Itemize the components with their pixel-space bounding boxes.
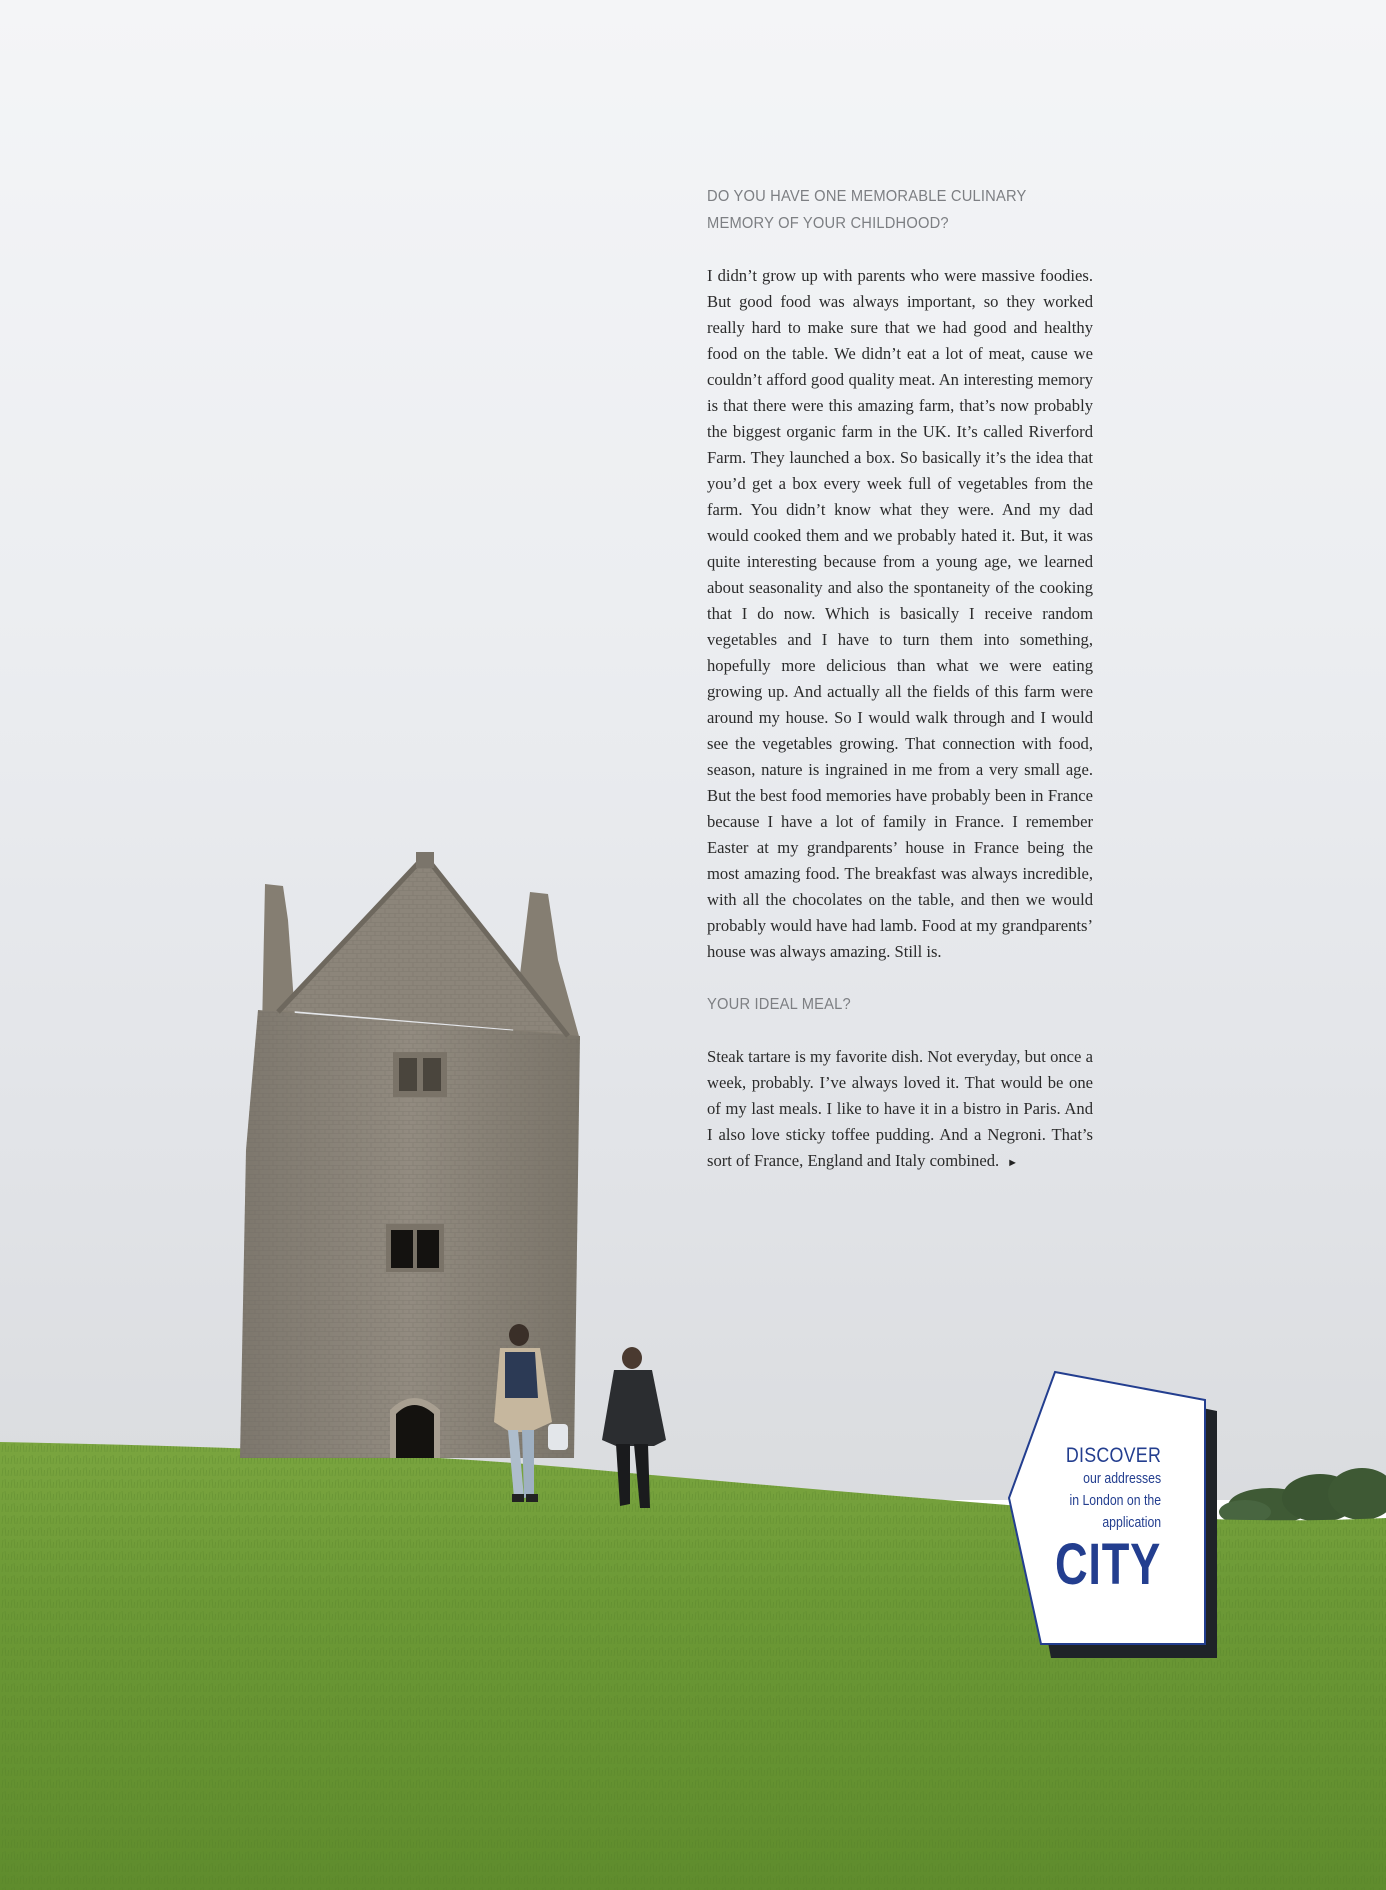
promo-line-application: application xyxy=(1102,1514,1161,1531)
question-ideal-meal: YOUR IDEAL MEAL? xyxy=(707,996,851,1013)
promo-line-london: in London on the xyxy=(1069,1492,1161,1509)
answer-ideal-meal xyxy=(707,1044,1093,1176)
interview-article xyxy=(707,183,1093,1176)
answer-ideal-meal-text: Steak tartare is my favorite dish. Not everyday, but once a week, probably. I’ve always loved it. That would be one of my last meals. I like to have it in a bistro in Paris. And I also love sticky toffee pudding. And a Negroni. That’s sort of France, England and Italy combined. xyxy=(707,1047,1093,1170)
city-app-promo-badge[interactable] xyxy=(1005,1368,1223,1658)
question-childhood-memory: DO YOU HAVE ONE MEMORABLE CULINARY MEMORY OF YOUR CHILDHOOD? xyxy=(707,188,1027,232)
distant-trees xyxy=(1219,1468,1386,1524)
promo-discover: DISCOVER xyxy=(1065,1444,1161,1467)
promo-line-addresses: our addresses xyxy=(1083,1470,1161,1487)
promo-brand-city: CITY xyxy=(1054,1532,1161,1597)
promo-text-block xyxy=(1025,1444,1161,1596)
end-mark-icon: ► xyxy=(1007,1157,1019,1169)
answer-childhood-memory: I didn’t grow up with parents who were massive foodies. But good food was always important, so they worked really hard to make sure that we had good and healthy food on the table. We didn’t eat a lot of meat, cause we couldn’t afford good quality meat. An interesting memory is that there were this amazing farm, that’s now probably the biggest organic farm in the UK. It’s called Riverford Farm. They launched a box. So basically it’s the idea that you’d get a box every week full of vegetables from the farm. You didn’t know what they were. And my dad would cooked them and we probably hated it. But, it was quite interesting because from a young age, we learned about seasonality and also the spontaneity of the cooking that I do now. Which is basically I receive random vegetables and I have to turn them into something, hopefully more delicious than what we were eating growing up. And actually all the fields of this farm were around my house. So I would walk through and I would see the vegetables growing. That connection with food, season, nature is ingrained in me from a very small age. But the best food memories have probably been in France because I have a lot of family in France. I remember Easter at my grandparents’ house in France being the most amazing food. The breakfast was always incredible, with all the chocolates on the table, and then we would probably would have had lamb. Food at my grandparents’ house was always amazing. Still is. xyxy=(707,266,1093,961)
